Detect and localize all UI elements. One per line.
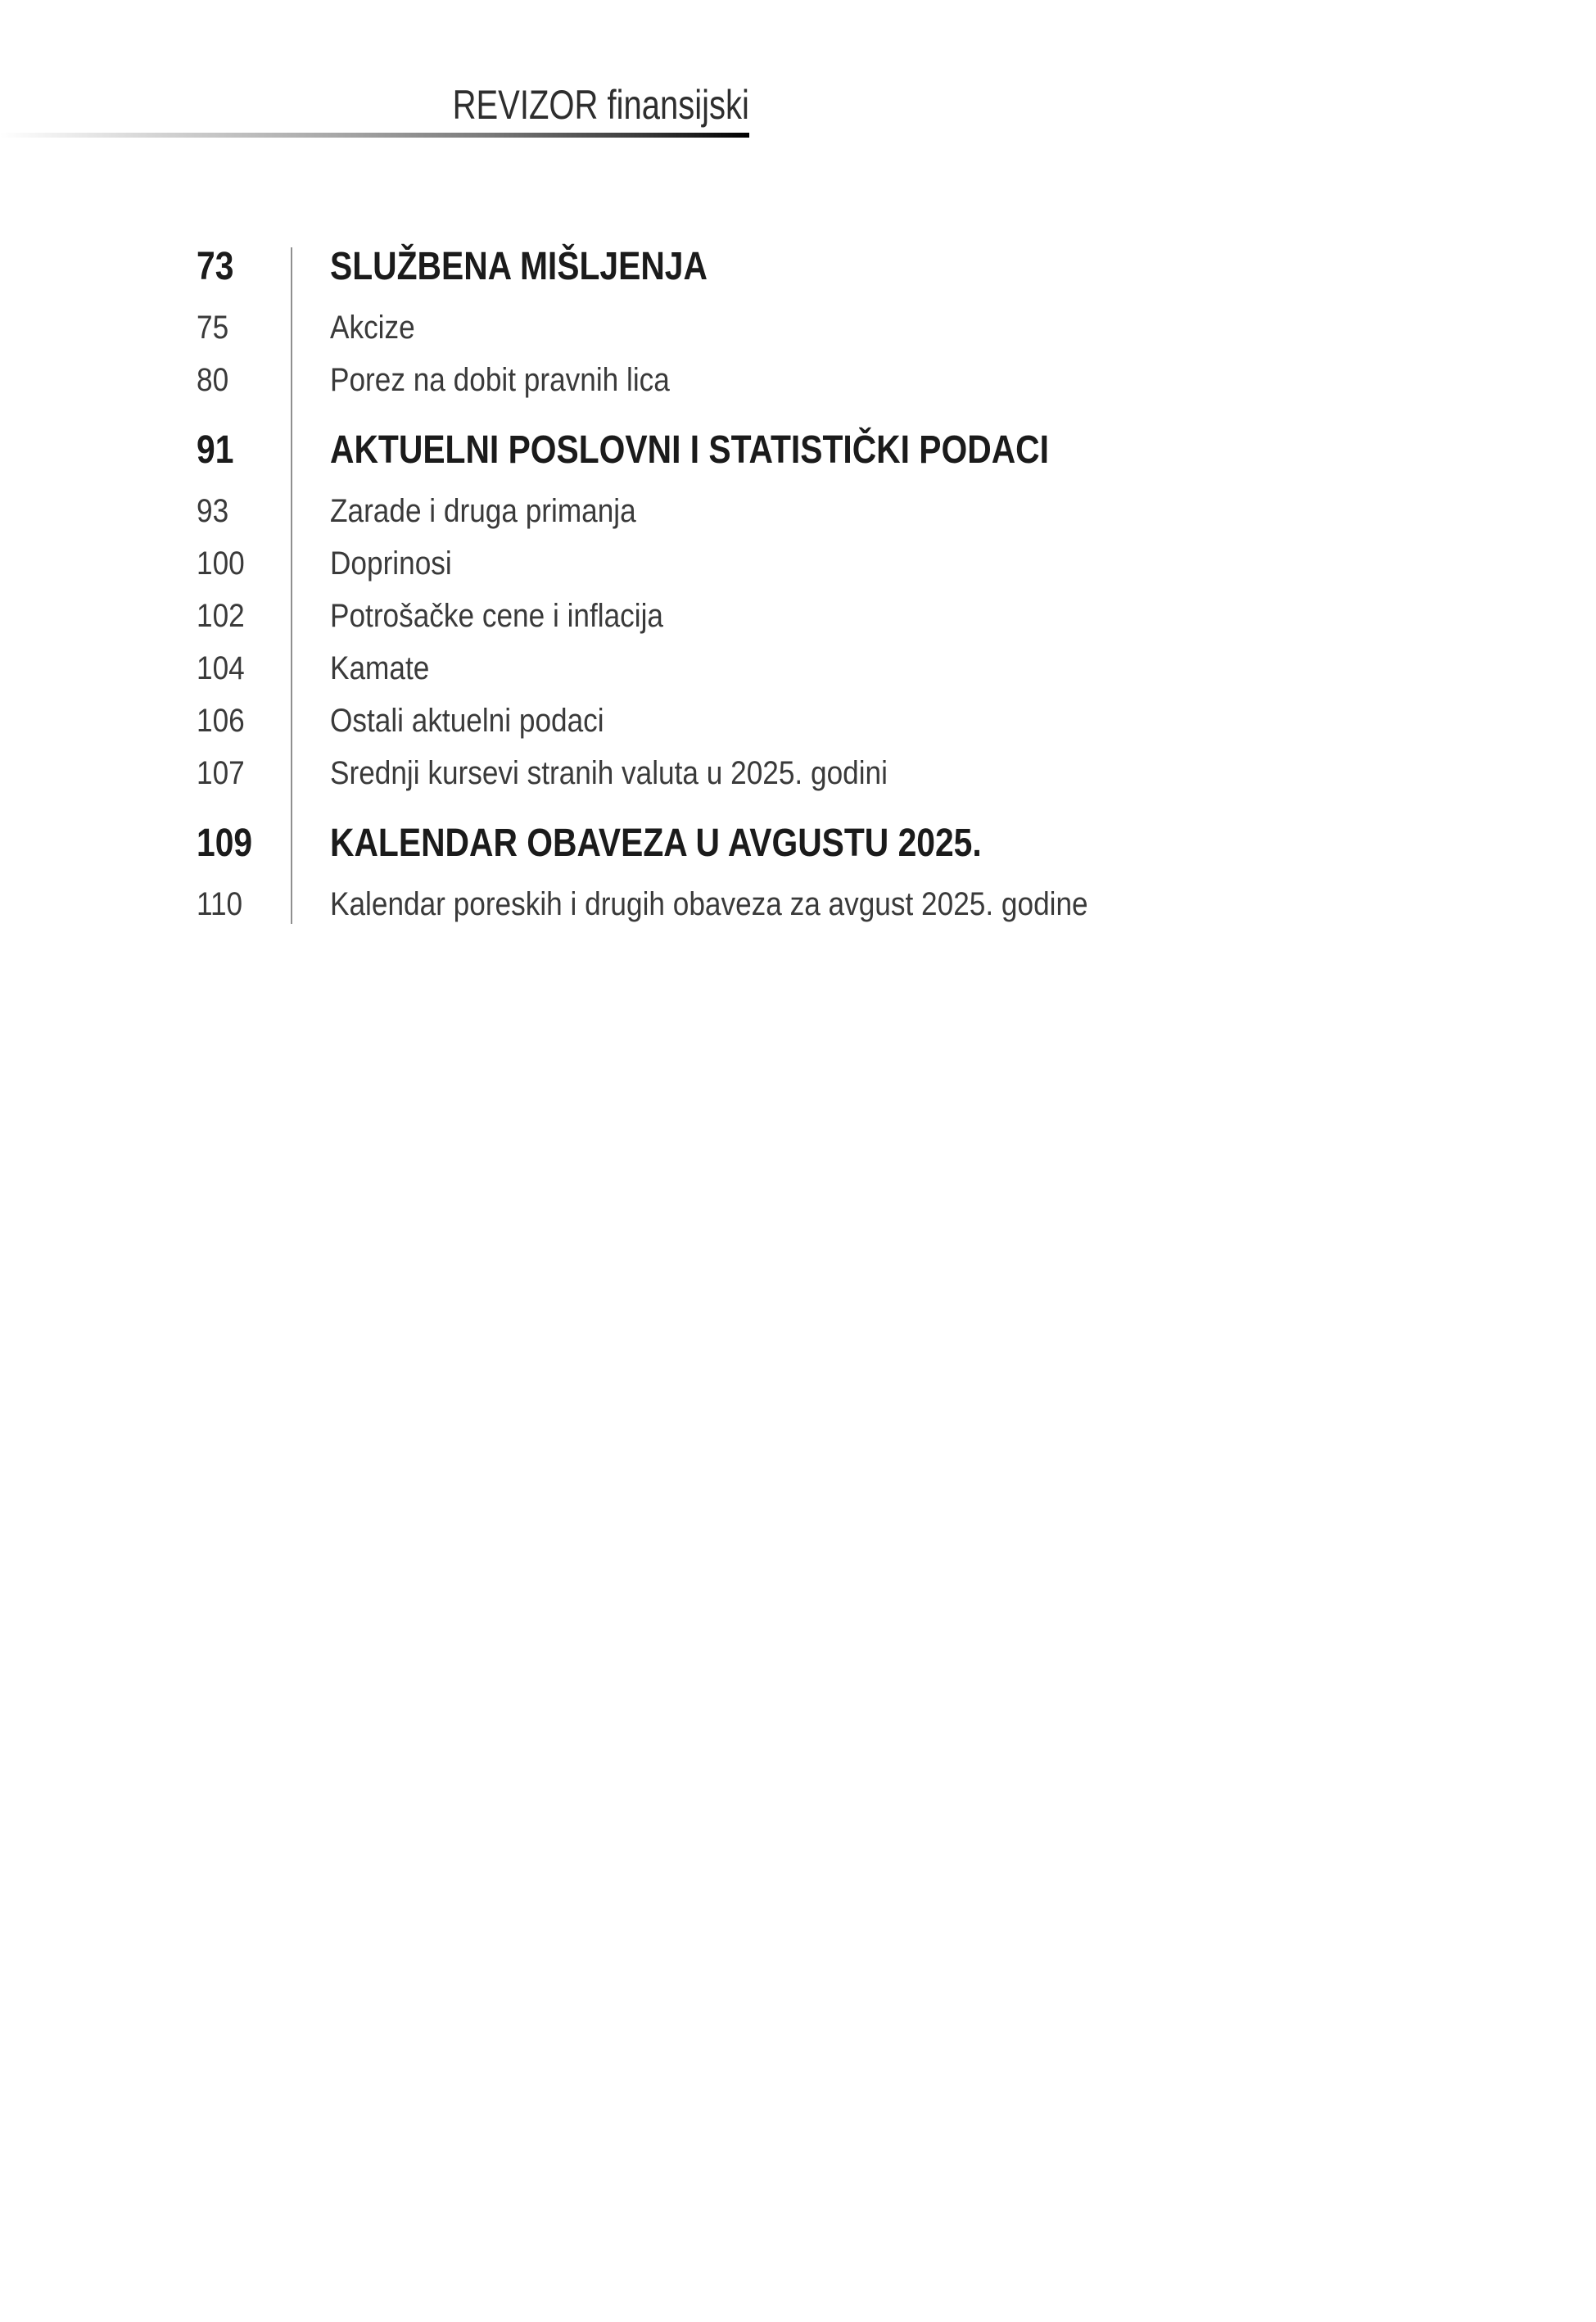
page-number: 75 xyxy=(197,310,229,346)
toc-section xyxy=(197,416,1556,799)
toc-item-row xyxy=(197,642,1556,695)
page-number: 73 xyxy=(197,245,234,288)
toc-item-row xyxy=(197,747,1556,799)
toc-item-row xyxy=(197,485,1556,537)
entry-title: AKTUELNI POSLOVNI I STATISTIČKI PODACI xyxy=(330,428,1049,472)
entry-title: Potrošačke cene i inflacija xyxy=(330,598,663,634)
toc-item-row xyxy=(197,301,1556,354)
page-number: 100 xyxy=(197,545,245,582)
page-number: 109 xyxy=(197,822,253,865)
entry-title: Zarade i druga primanja xyxy=(330,493,636,529)
toc-item-row xyxy=(197,695,1556,747)
toc-heading-row xyxy=(197,233,1556,301)
entry-title: SLUŽBENA MIŠLJENJA xyxy=(330,245,708,288)
toc-item-row xyxy=(197,878,1556,930)
page-number: 106 xyxy=(197,703,245,739)
entry-title: KALENDAR OBAVEZA U AVGUSTU 2025. xyxy=(330,822,982,865)
toc-section xyxy=(197,809,1556,930)
page-number: 102 xyxy=(197,598,245,634)
page-number: 104 xyxy=(197,650,245,686)
page-number: 93 xyxy=(197,493,229,529)
brand-title-text: REVIZOR finansijski xyxy=(452,82,749,128)
brand-title xyxy=(0,82,749,128)
toc-item-row xyxy=(197,354,1556,406)
entry-title: Ostali aktuelni podaci xyxy=(330,703,604,739)
table-of-contents xyxy=(197,233,1556,930)
header-gradient-rule xyxy=(0,133,749,138)
toc-item-row xyxy=(197,537,1556,590)
page-number: 107 xyxy=(197,755,245,791)
entry-title: Akcize xyxy=(330,310,415,346)
toc-heading-row xyxy=(197,809,1556,878)
toc-section xyxy=(197,233,1556,406)
toc-item-row xyxy=(197,590,1556,642)
entry-title: Srednji kursevi stranih valuta u 2025. godini xyxy=(330,755,888,791)
page-number: 80 xyxy=(197,362,229,398)
entry-title: Porez na dobit pravnih lica xyxy=(330,362,670,398)
page-number: 91 xyxy=(197,428,234,472)
entry-title: Kalendar poreskih i drugih obaveza za avgust 2025. godine xyxy=(330,886,1088,922)
entry-title: Doprinosi xyxy=(330,545,452,582)
page-number: 110 xyxy=(197,886,243,922)
toc-heading-row xyxy=(197,416,1556,485)
entry-title: Kamate xyxy=(330,650,430,686)
